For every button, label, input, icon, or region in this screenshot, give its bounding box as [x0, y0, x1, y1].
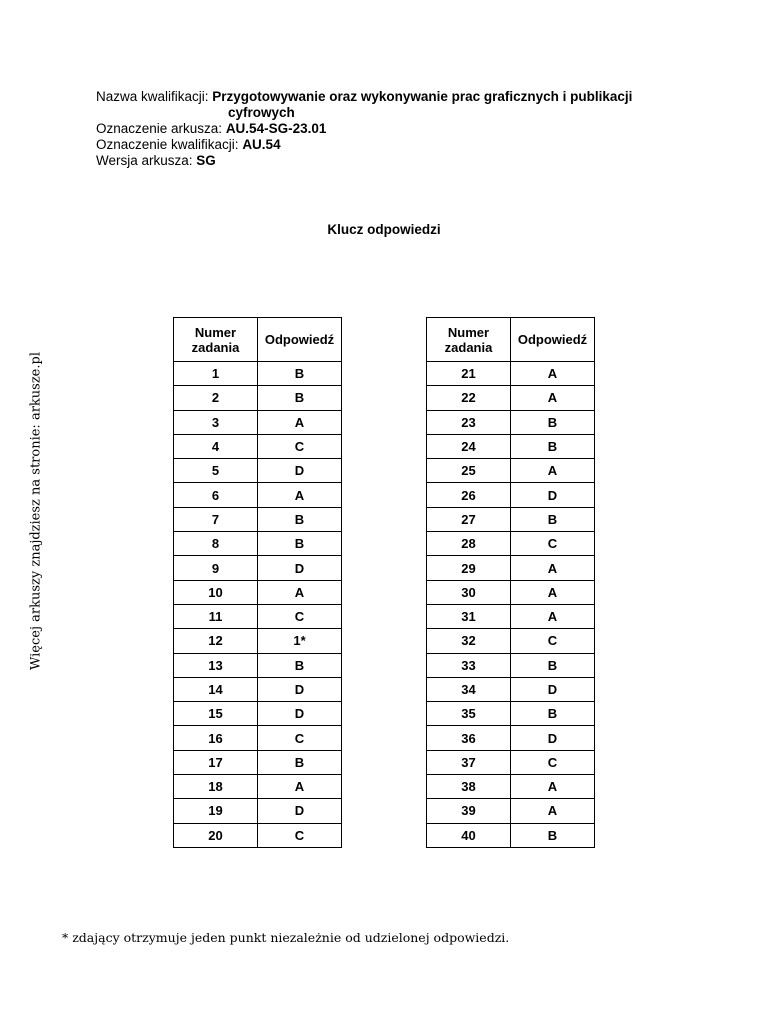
table-row [174, 556, 342, 580]
task-number-cell: 33 [427, 653, 511, 677]
answer-cell: A [511, 775, 595, 799]
header-number [174, 318, 258, 362]
qualification-code-label: Oznaczenie kwalifikacji: [96, 137, 243, 152]
task-number-cell: 17 [174, 750, 258, 774]
table-row [174, 775, 342, 799]
table-row [174, 580, 342, 604]
table-row [174, 726, 342, 750]
table-row [427, 677, 595, 701]
task-number-cell: 32 [427, 629, 511, 653]
table-row [427, 556, 595, 580]
answer-cell: C [258, 604, 342, 628]
answer-cell: C [258, 726, 342, 750]
header-number-text: Numer zadania [444, 324, 493, 355]
table-row [427, 362, 595, 386]
qualification-name-value: Przygotowywanie oraz wykonywanie prac graficznych i publikacji [212, 89, 633, 104]
task-number-cell: 11 [174, 604, 258, 628]
header-answer: Odpowiedź [258, 318, 342, 362]
answer-cell: B [511, 410, 595, 434]
task-number-cell: 22 [427, 386, 511, 410]
table-row [174, 386, 342, 410]
answer-cell: A [511, 580, 595, 604]
answer-cell: B [258, 653, 342, 677]
task-number-cell: 18 [174, 775, 258, 799]
header-number-text: Numer zadania [191, 324, 240, 355]
task-number-cell: 40 [427, 823, 511, 847]
table-row [427, 799, 595, 823]
task-number-cell: 21 [427, 362, 511, 386]
task-number-cell: 34 [427, 677, 511, 701]
task-number-cell: 27 [427, 507, 511, 531]
task-number-cell: 1 [174, 362, 258, 386]
table-row [174, 604, 342, 628]
answer-cell: D [511, 726, 595, 750]
table-row [174, 653, 342, 677]
answer-cell: B [258, 750, 342, 774]
answer-cell: C [511, 750, 595, 774]
table-header-row [427, 318, 595, 362]
table-row [427, 410, 595, 434]
answer-cell: C [258, 823, 342, 847]
task-number-cell: 20 [174, 823, 258, 847]
answer-cell: A [258, 580, 342, 604]
table-header-row [174, 318, 342, 362]
table-row [427, 726, 595, 750]
document-header [96, 89, 632, 169]
task-number-cell: 36 [427, 726, 511, 750]
task-number-cell: 12 [174, 629, 258, 653]
table-row [427, 483, 595, 507]
answer-cell: B [511, 702, 595, 726]
table-row [427, 702, 595, 726]
task-number-cell: 9 [174, 556, 258, 580]
side-watermark-text: Więcej arkuszy znajdziesz na stronie: arkusze.pl [28, 352, 44, 670]
answer-cell: D [258, 556, 342, 580]
sheet-code-value: AU.54-SG-23.01 [225, 121, 327, 136]
header-answer: Odpowiedź [511, 318, 595, 362]
answer-cell: D [258, 459, 342, 483]
task-number-cell: 30 [427, 580, 511, 604]
footnote: * zdający otrzymuje jeden punkt niezależnie od udzielonej odpowiedzi. [62, 930, 510, 945]
answer-cell: C [511, 532, 595, 556]
table-row [174, 532, 342, 556]
table-row [427, 750, 595, 774]
task-number-cell: 35 [427, 702, 511, 726]
table-row [427, 629, 595, 653]
table-row [174, 799, 342, 823]
sheet-code-line [96, 121, 632, 137]
table-row [427, 653, 595, 677]
answer-cell: B [258, 532, 342, 556]
table-row [427, 580, 595, 604]
answer-cell: B [258, 386, 342, 410]
table-row [174, 410, 342, 434]
task-number-cell: 4 [174, 434, 258, 458]
answer-cell: C [258, 434, 342, 458]
answer-cell: B [258, 362, 342, 386]
table-row [427, 775, 595, 799]
table-row [174, 434, 342, 458]
task-number-cell: 37 [427, 750, 511, 774]
table-row [427, 532, 595, 556]
sheet-version-label: Wersja arkusza: [96, 153, 197, 168]
answer-cell: D [258, 677, 342, 701]
answer-rows-right [427, 362, 595, 848]
answer-cell: 1* [258, 629, 342, 653]
task-number-cell: 23 [427, 410, 511, 434]
answer-cell: A [511, 799, 595, 823]
answer-cell: A [258, 483, 342, 507]
answer-cell: A [511, 362, 595, 386]
table-row [427, 459, 595, 483]
table-row [174, 823, 342, 847]
answer-cell: B [511, 823, 595, 847]
table-row [174, 750, 342, 774]
table-row [427, 604, 595, 628]
qualification-name-continuation: cyfrowych [228, 105, 295, 120]
task-number-cell: 15 [174, 702, 258, 726]
answer-cell: A [258, 775, 342, 799]
task-number-cell: 38 [427, 775, 511, 799]
task-number-cell: 31 [427, 604, 511, 628]
task-number-cell: 8 [174, 532, 258, 556]
task-number-cell: 25 [427, 459, 511, 483]
table-row [427, 823, 595, 847]
page-title: Klucz odpowiedzi [327, 222, 441, 237]
qualification-name-label: Nazwa kwalifikacji: [96, 89, 213, 104]
task-number-cell: 14 [174, 677, 258, 701]
qualification-code-value: AU.54 [242, 137, 281, 152]
answer-cell: B [511, 507, 595, 531]
answer-table-right [426, 317, 595, 848]
answer-cell: A [511, 386, 595, 410]
table-row [427, 434, 595, 458]
task-number-cell: 28 [427, 532, 511, 556]
table-row [427, 386, 595, 410]
answer-cell: D [258, 799, 342, 823]
answer-cell: D [511, 483, 595, 507]
qualification-name-line [96, 89, 632, 105]
answer-cell: A [258, 410, 342, 434]
task-number-cell: 2 [174, 386, 258, 410]
answer-cell: D [258, 702, 342, 726]
answer-cell: C [511, 629, 595, 653]
table-row [174, 483, 342, 507]
table-row [427, 507, 595, 531]
qualification-code-line [96, 137, 632, 153]
task-number-cell: 16 [174, 726, 258, 750]
answer-cell: A [511, 556, 595, 580]
task-number-cell: 5 [174, 459, 258, 483]
task-number-cell: 10 [174, 580, 258, 604]
sheet-version-line [96, 153, 632, 169]
table-row [174, 362, 342, 386]
table-row [174, 677, 342, 701]
task-number-cell: 3 [174, 410, 258, 434]
task-number-cell: 19 [174, 799, 258, 823]
answer-cell: A [511, 459, 595, 483]
answer-table-left [173, 317, 342, 848]
sheet-code-label: Oznaczenie arkusza: [96, 121, 226, 136]
task-number-cell: 7 [174, 507, 258, 531]
answer-cell: B [258, 507, 342, 531]
task-number-cell: 26 [427, 483, 511, 507]
answer-cell: B [511, 653, 595, 677]
table-row [174, 629, 342, 653]
table-row [174, 507, 342, 531]
sheet-version-value: SG [196, 153, 216, 168]
task-number-cell: 24 [427, 434, 511, 458]
task-number-cell: 29 [427, 556, 511, 580]
answer-cell: A [511, 604, 595, 628]
answer-cell: D [511, 677, 595, 701]
answer-cell: B [511, 434, 595, 458]
task-number-cell: 39 [427, 799, 511, 823]
task-number-cell: 6 [174, 483, 258, 507]
answer-rows-left [174, 362, 342, 848]
task-number-cell: 13 [174, 653, 258, 677]
header-number [427, 318, 511, 362]
table-row [174, 702, 342, 726]
table-row [174, 459, 342, 483]
